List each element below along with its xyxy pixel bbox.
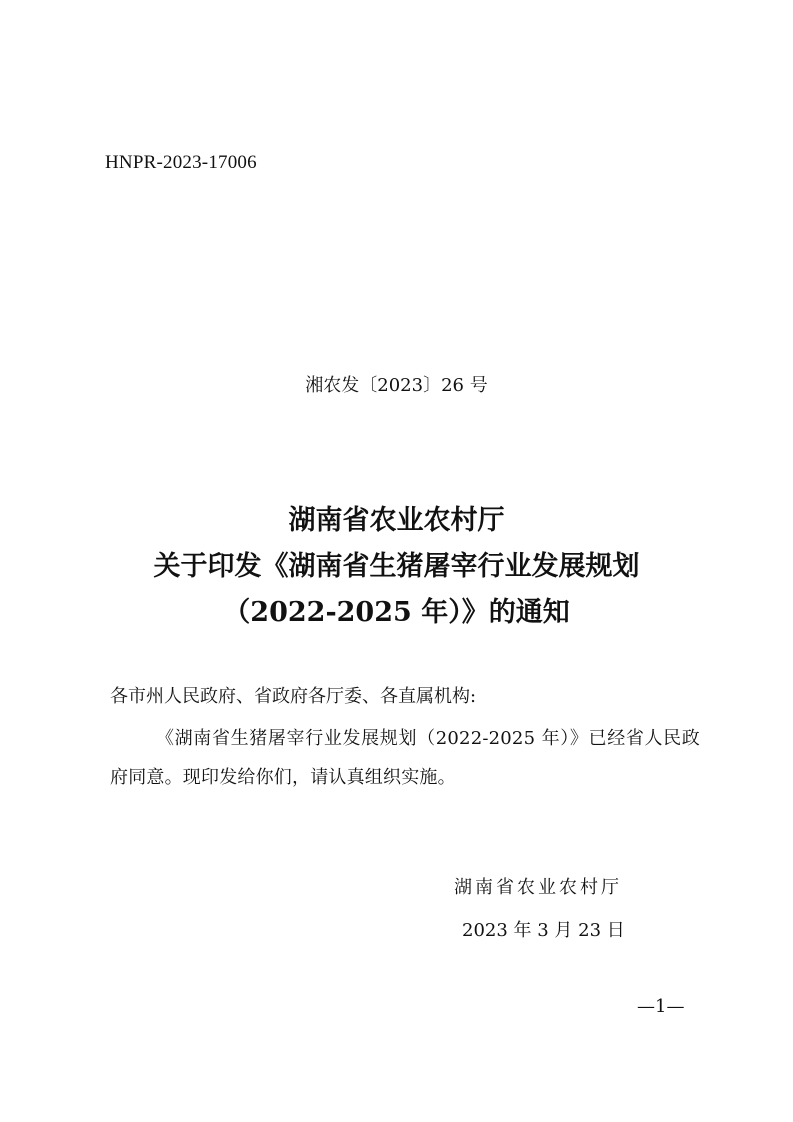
signature-org: 湖南省农业农村厅 — [454, 877, 622, 898]
document-title — [0, 498, 793, 636]
title-line: 关于印发《湖南省生猪屠宰行业发展规划 — [153, 551, 640, 582]
title-line: （2022-2025 年）》的通知 — [223, 597, 570, 628]
document-code: HNPR-2023-17006 — [105, 152, 257, 173]
issue-number: 湘农发〔2023〕26 号 — [305, 375, 488, 396]
signature-block — [454, 866, 625, 952]
title-line: 湖南省农业农村厅 — [288, 505, 505, 536]
signature-date: 2023 年 3 月 23 日 — [462, 920, 625, 941]
body-paragraph: 《湖南省生猪屠宰行业发展规划（2022-2025 年）》已经省人民政府同意。现印发给你们，请认真组织实施。 — [110, 728, 700, 788]
addressee: 各市州人民政府、省政府各厅委、各直属机构: — [110, 686, 477, 707]
page-number: —1— — [637, 996, 685, 1017]
